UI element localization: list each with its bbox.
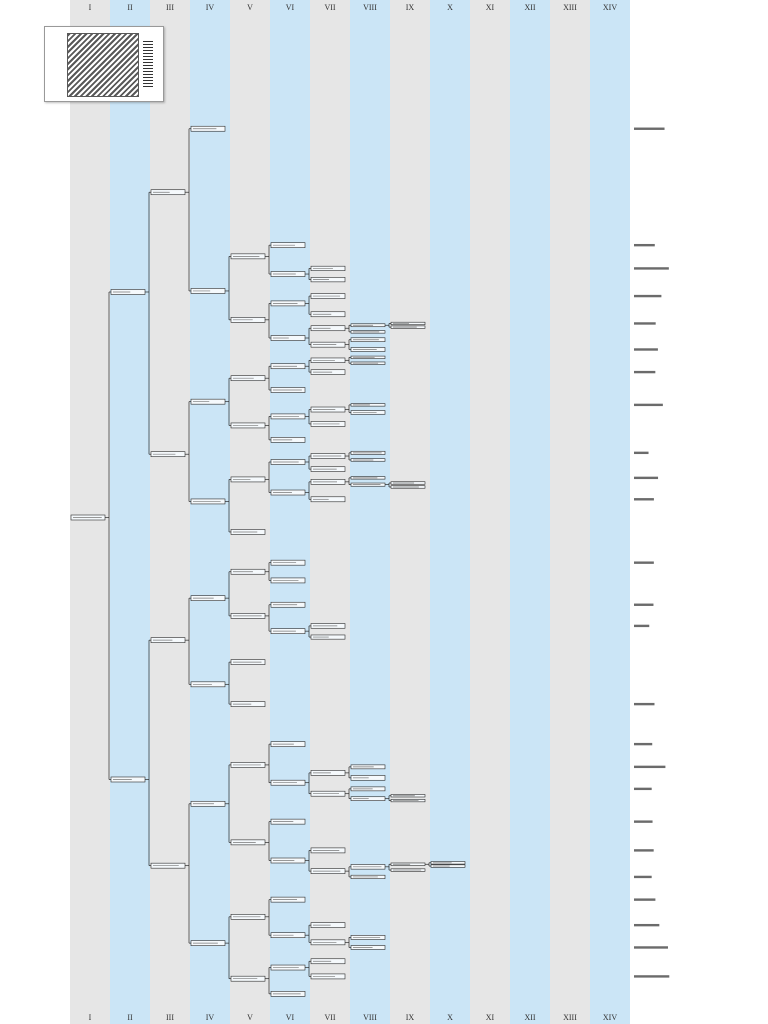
column-label: III <box>166 1013 174 1022</box>
column-label: XII <box>524 3 536 12</box>
column-label: IX <box>405 3 415 12</box>
column-band <box>350 0 390 1024</box>
column-label: IV <box>205 1013 215 1022</box>
column-label: XIII <box>563 1013 577 1022</box>
column-label: VIII <box>363 3 377 12</box>
column-band <box>550 0 590 1024</box>
side-label-mark <box>634 404 663 406</box>
side-label-mark <box>634 975 669 977</box>
stamp-barcode <box>143 41 153 87</box>
column-label: VIII <box>363 1013 377 1022</box>
column-band <box>470 0 510 1024</box>
column-label: I <box>88 3 92 12</box>
column-label: II <box>127 3 133 12</box>
column-band <box>590 0 630 1024</box>
column-band <box>230 0 270 1024</box>
side-label-mark <box>634 322 656 324</box>
side-label-mark <box>634 703 654 705</box>
column-band <box>190 0 230 1024</box>
side-label-mark <box>634 924 659 926</box>
column-label: VI <box>285 3 295 12</box>
column-band <box>110 0 150 1024</box>
column-label: V <box>247 3 253 12</box>
column-label: X <box>447 1013 453 1022</box>
column-label: XI <box>485 3 495 12</box>
side-label-mark <box>634 766 665 768</box>
side-label-mark <box>634 452 649 454</box>
side-label-mark <box>634 267 669 269</box>
side-label-mark <box>634 625 649 627</box>
column-label: X <box>447 3 453 12</box>
column-label: XII <box>524 1013 536 1022</box>
column-label: II <box>127 1013 133 1022</box>
side-label-mark <box>634 743 652 745</box>
column-label: V <box>247 1013 253 1022</box>
side-label-mark <box>634 498 654 500</box>
side-label-mark <box>634 876 652 878</box>
column-label: XIV <box>602 1013 618 1022</box>
column-label: VII <box>324 1013 336 1022</box>
column-band <box>430 0 470 1024</box>
side-label-mark <box>634 820 653 822</box>
side-label-mark <box>634 244 655 246</box>
side-label-mark <box>634 604 653 606</box>
column-label: I <box>88 1013 92 1022</box>
generation-columns <box>70 0 630 1024</box>
column-label: IV <box>205 3 215 12</box>
column-band <box>270 0 310 1024</box>
side-label-mark <box>634 849 654 851</box>
side-label-mark <box>634 788 652 790</box>
side-label-mark <box>634 561 654 563</box>
side-label-mark <box>634 348 658 350</box>
side-label-mark <box>634 477 658 479</box>
side-label-mark <box>634 946 668 948</box>
side-label-mark <box>634 371 655 373</box>
column-label: XIII <box>563 3 577 12</box>
side-label-mark <box>634 295 661 297</box>
column-label: XIV <box>602 3 618 12</box>
column-band <box>510 0 550 1024</box>
side-label-mark <box>634 128 665 130</box>
column-label: IX <box>405 1013 415 1022</box>
stamp-pattern <box>67 33 139 97</box>
right-side-labels <box>634 128 669 978</box>
column-label: III <box>166 3 174 12</box>
column-band <box>150 0 190 1024</box>
seal-stamp-icon <box>44 26 164 102</box>
column-label: VII <box>324 3 336 12</box>
column-label: XI <box>485 1013 495 1022</box>
column-band <box>70 0 110 1024</box>
column-label: VI <box>285 1013 295 1022</box>
side-label-mark <box>634 898 655 900</box>
